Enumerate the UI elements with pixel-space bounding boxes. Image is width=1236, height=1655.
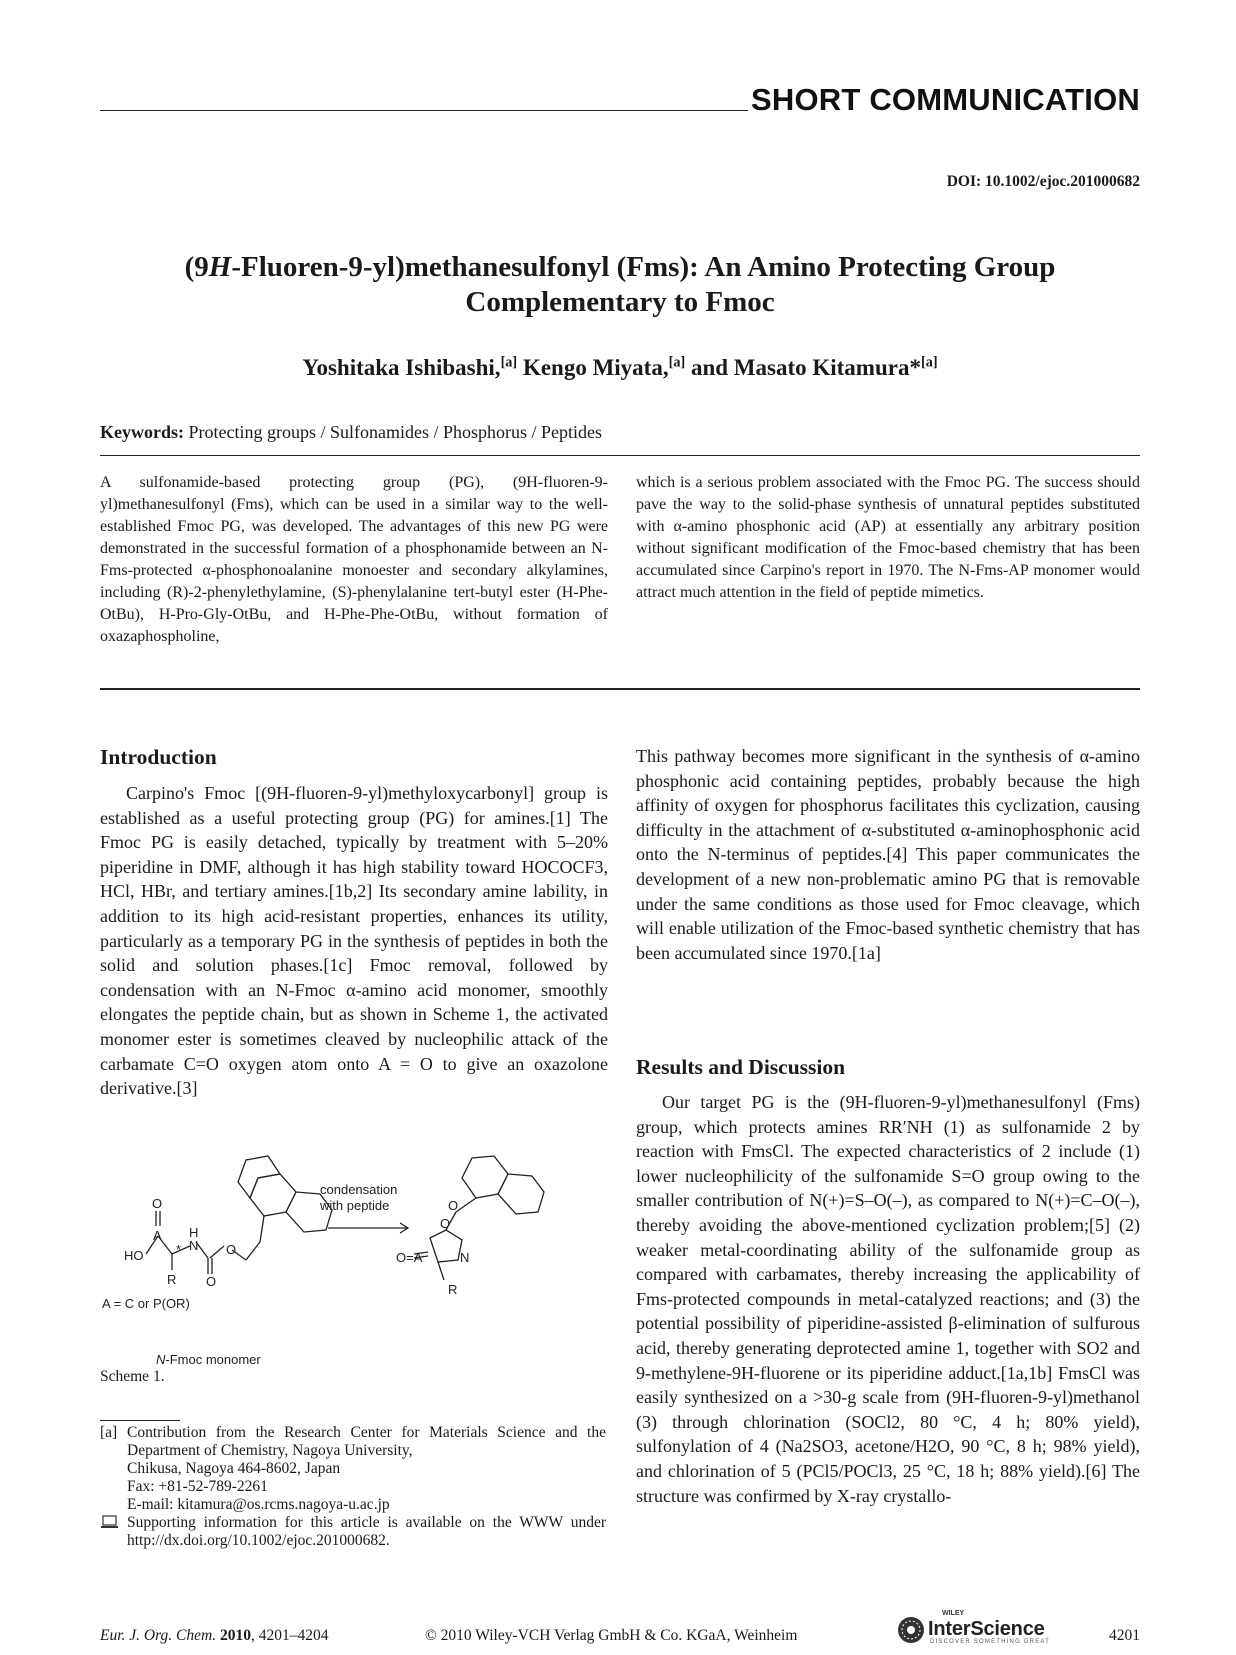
monomer-label: N-Fmoc monomer (156, 1352, 261, 1367)
abstract-left: A sulfonamide-based protecting group (PG), (9H-fluoren-9-yl)methanesulfonyl (Fms), which can be used in a similar way to the well-established Fmoc PG, was developed. The advantages of this new PG were demonstrated in the successful formation of a phosphonamide between an N-Fms-protected α-phosphonoalanine monoester and secondary alkylamines, including (R)-2-phenylethylamine, (S)-phenylalanine tert-butyl ester (H-Phe-OtBu), H-Pro-Gly-OtBu, and H-Phe-Phe-OtBu, without formation of oxazaphospholine, (100, 474, 608, 645)
authors: Yoshitaka Ishibashi,[a] Kengo Miyata,[a] and Masato Kitamura*[a] (302, 354, 938, 380)
bond (430, 1230, 462, 1262)
atom-label: O (226, 1242, 237, 1257)
atom-label: O (440, 1216, 451, 1231)
header-rule (100, 110, 748, 111)
footnote-rule (100, 1420, 180, 1421)
keywords: Keywords: Protecting groups / Sulfonamides / Phosphorus / Peptides (100, 422, 602, 442)
footnote (100, 1424, 606, 1550)
abstract-rule (100, 688, 1140, 690)
results-paragraph-1: Our target PG is the (9H-fluoren-9-yl)methanesulfonyl (Fms) group, which protects amines RR′NH (1) as sulfonamide 2 by reaction with FmsCl. The expected characteristics of 2 include (1) lower nucleophilicity of the sulfonamide S=O group owing to the smaller contribution of N(+)=S–O(–), as compared to N(+)=C–O(–), thereby avoiding the above-mentioned cyclization problem;[5] (2) weaker metal-coordinating ability of the sulfonamide group as compared with carbamates, thereby increasing the applicability of Fms-protected compounds in metal-catalyzed reactions; and (3) the potential possibility of piperidine-assisted β-elimination of sulfurous acid, thereby generating deprotected amine 1, together with SO2 and 9-methylene-9H-fluorene or its piperidine adduct.[1a,1b] FmsCl was easily synthesized on a >30-g scale from (9H-fluoren-9-yl)methanol (3) through chlorination (SOCl2, 80 °C, 4 h; 80% yield), sulfonylation of 4 (Na2SO3, acetone/H2O, 90 °C, 8 h; 98% yield), and chlorination of 5 (PCl5/POCl3, 25 °C, 18 h; 88% yield).[6] The structure was confirmed by X-ray crystallo- (636, 1092, 1140, 1506)
author-ishibashi: Yoshitaka Ishibashi, (302, 355, 501, 380)
atom-label: HO (124, 1248, 144, 1263)
introduction-paragraph-2: This pathway becomes more significant in the synthesis of α-amino phosphonic acid containing peptides, probably because the high affinity of oxygen for phosphorus facilitates this cyclization, causing difficulty in the attachment of α-substituted α-aminophosphonic acid onto the N-terminus of peptides.[4] This paper communicates the development of a new non-problematic amino PG that is removable under the same conditions as those used for Fmoc cleavage, which will enable utilization of the Fmoc-based synthetic chemistry that has been accumulated since 1970.[1a] (636, 746, 1140, 963)
arrow-label: with peptide (320, 1198, 390, 1213)
interscience-logo: WILEY InterScience DISCOVER SOMETHING GREAT (894, 1608, 1064, 1648)
footnote-email[interactable]: E-mail: kitamura@os.rcms.nagoya-u.ac.jp (127, 1496, 390, 1513)
section-label: SHORT COMMUNICATION (751, 82, 1140, 117)
copyright: © 2010 Wiley-VCH Verlag GmbH & Co. KGaA, Weinheim (425, 1627, 798, 1644)
journal-citation: Eur. J. Org. Chem. 2010, 4201–4204 (100, 1627, 329, 1644)
keywords-rule (100, 455, 1140, 456)
results-heading: Results and Discussion (636, 1055, 846, 1079)
atom-label: A (153, 1228, 162, 1243)
introduction-heading: Introduction (100, 745, 217, 769)
footnote-key: [a] (100, 1424, 118, 1441)
article-title: (9H-Fluoren-9-yl)methanesulfonyl (Fms): An Amino Protecting Group Complementary to Fmoc (184, 251, 1056, 318)
author-kitamura: and Masato Kitamura* (685, 355, 921, 380)
computer-icon (100, 1514, 127, 1550)
results-body (636, 1090, 1140, 1508)
supporting-info-note[interactable]: Supporting information for this article is available on the WWW under http://dx.doi.org/10.1002/ejoc.201000682. (127, 1514, 606, 1549)
introduction-body (100, 781, 608, 1101)
page-number: 4201 (1109, 1627, 1140, 1644)
atom-label: R (167, 1272, 177, 1287)
a-definition: A = C or P(OR) (102, 1296, 190, 1311)
introduction-continued (636, 744, 1140, 965)
atom-label: R (448, 1282, 458, 1297)
bond (456, 1198, 476, 1212)
globe-icon (894, 1608, 928, 1648)
bond (238, 1156, 280, 1198)
atom-label: O (206, 1274, 217, 1289)
scheme-1-figure (100, 1150, 560, 1367)
arrow-label: condensation (320, 1182, 398, 1197)
bond (246, 1242, 260, 1260)
bond (210, 1246, 224, 1258)
atom-label: O (152, 1196, 163, 1211)
atom-label: O=A (396, 1250, 423, 1265)
scheme-caption: Scheme 1. (100, 1368, 165, 1385)
author-miyata: Kengo Miyata, (517, 355, 669, 380)
atom-label: H (189, 1225, 199, 1240)
footnote-affiliation: Contribution from the Research Center for Materials Science and the Department of Chemistry, Nagoya University, Chikusa, Nagoya 464-8602, Japan Fax: +81-52-789-2261 E-mail: kitamura@os.rcms.nagoya-u.ac.jp (127, 1424, 606, 1513)
bond (462, 1156, 508, 1198)
abstract-right: which is a serious problem associated with the Fmoc PG. The success should pave the way to the solid-phase synthesis of unnatural peptides substituted with α-amino phosphonic acid (AP) at essentially any arbitrary position without significant modification of the Fmoc-based chemistry that has been accumulated since Carpino's report in 1970. The N-Fms-AP monomer would attract much attention in the field of peptide mimetics. (636, 474, 1140, 601)
bond (438, 1262, 444, 1280)
atom-label: O (448, 1198, 459, 1213)
bond (498, 1174, 544, 1214)
bond (260, 1216, 264, 1242)
atom-label: N (460, 1250, 470, 1265)
atom-label: * (176, 1242, 182, 1257)
atom-label: N (189, 1238, 199, 1253)
introduction-paragraph-1: Carpino's Fmoc [(9H-fluoren-9-yl)methyloxycarbonyl] group is established as a useful protecting group (PG) for amines.[1] The Fmoc PG is easily detached, typically by treatment with 5–20% piperidine in DMF, although it has high stability toward HOCOCF3, HCl, HBr, and tertiary amines.[1b,2] Its secondary amine lability, in addition to its high acid-resistant properties, enhances its utility, particularly as a temporary PG in the synthesis of peptides in both the solid and solution phases.[1c] Fmoc removal, followed by condensation with an N-Fmoc α-amino acid monomer, smoothly elongates the peptide chain, but as shown in Scheme 1, the activated monomer ester is sometimes cleaved by nucleophilic attack of the carbamate C=O oxygen atom onto A = O to give an oxazolone derivative.[3] (100, 783, 608, 1099)
doi: DOI: 10.1002/ejoc.201000682 (946, 173, 1140, 190)
